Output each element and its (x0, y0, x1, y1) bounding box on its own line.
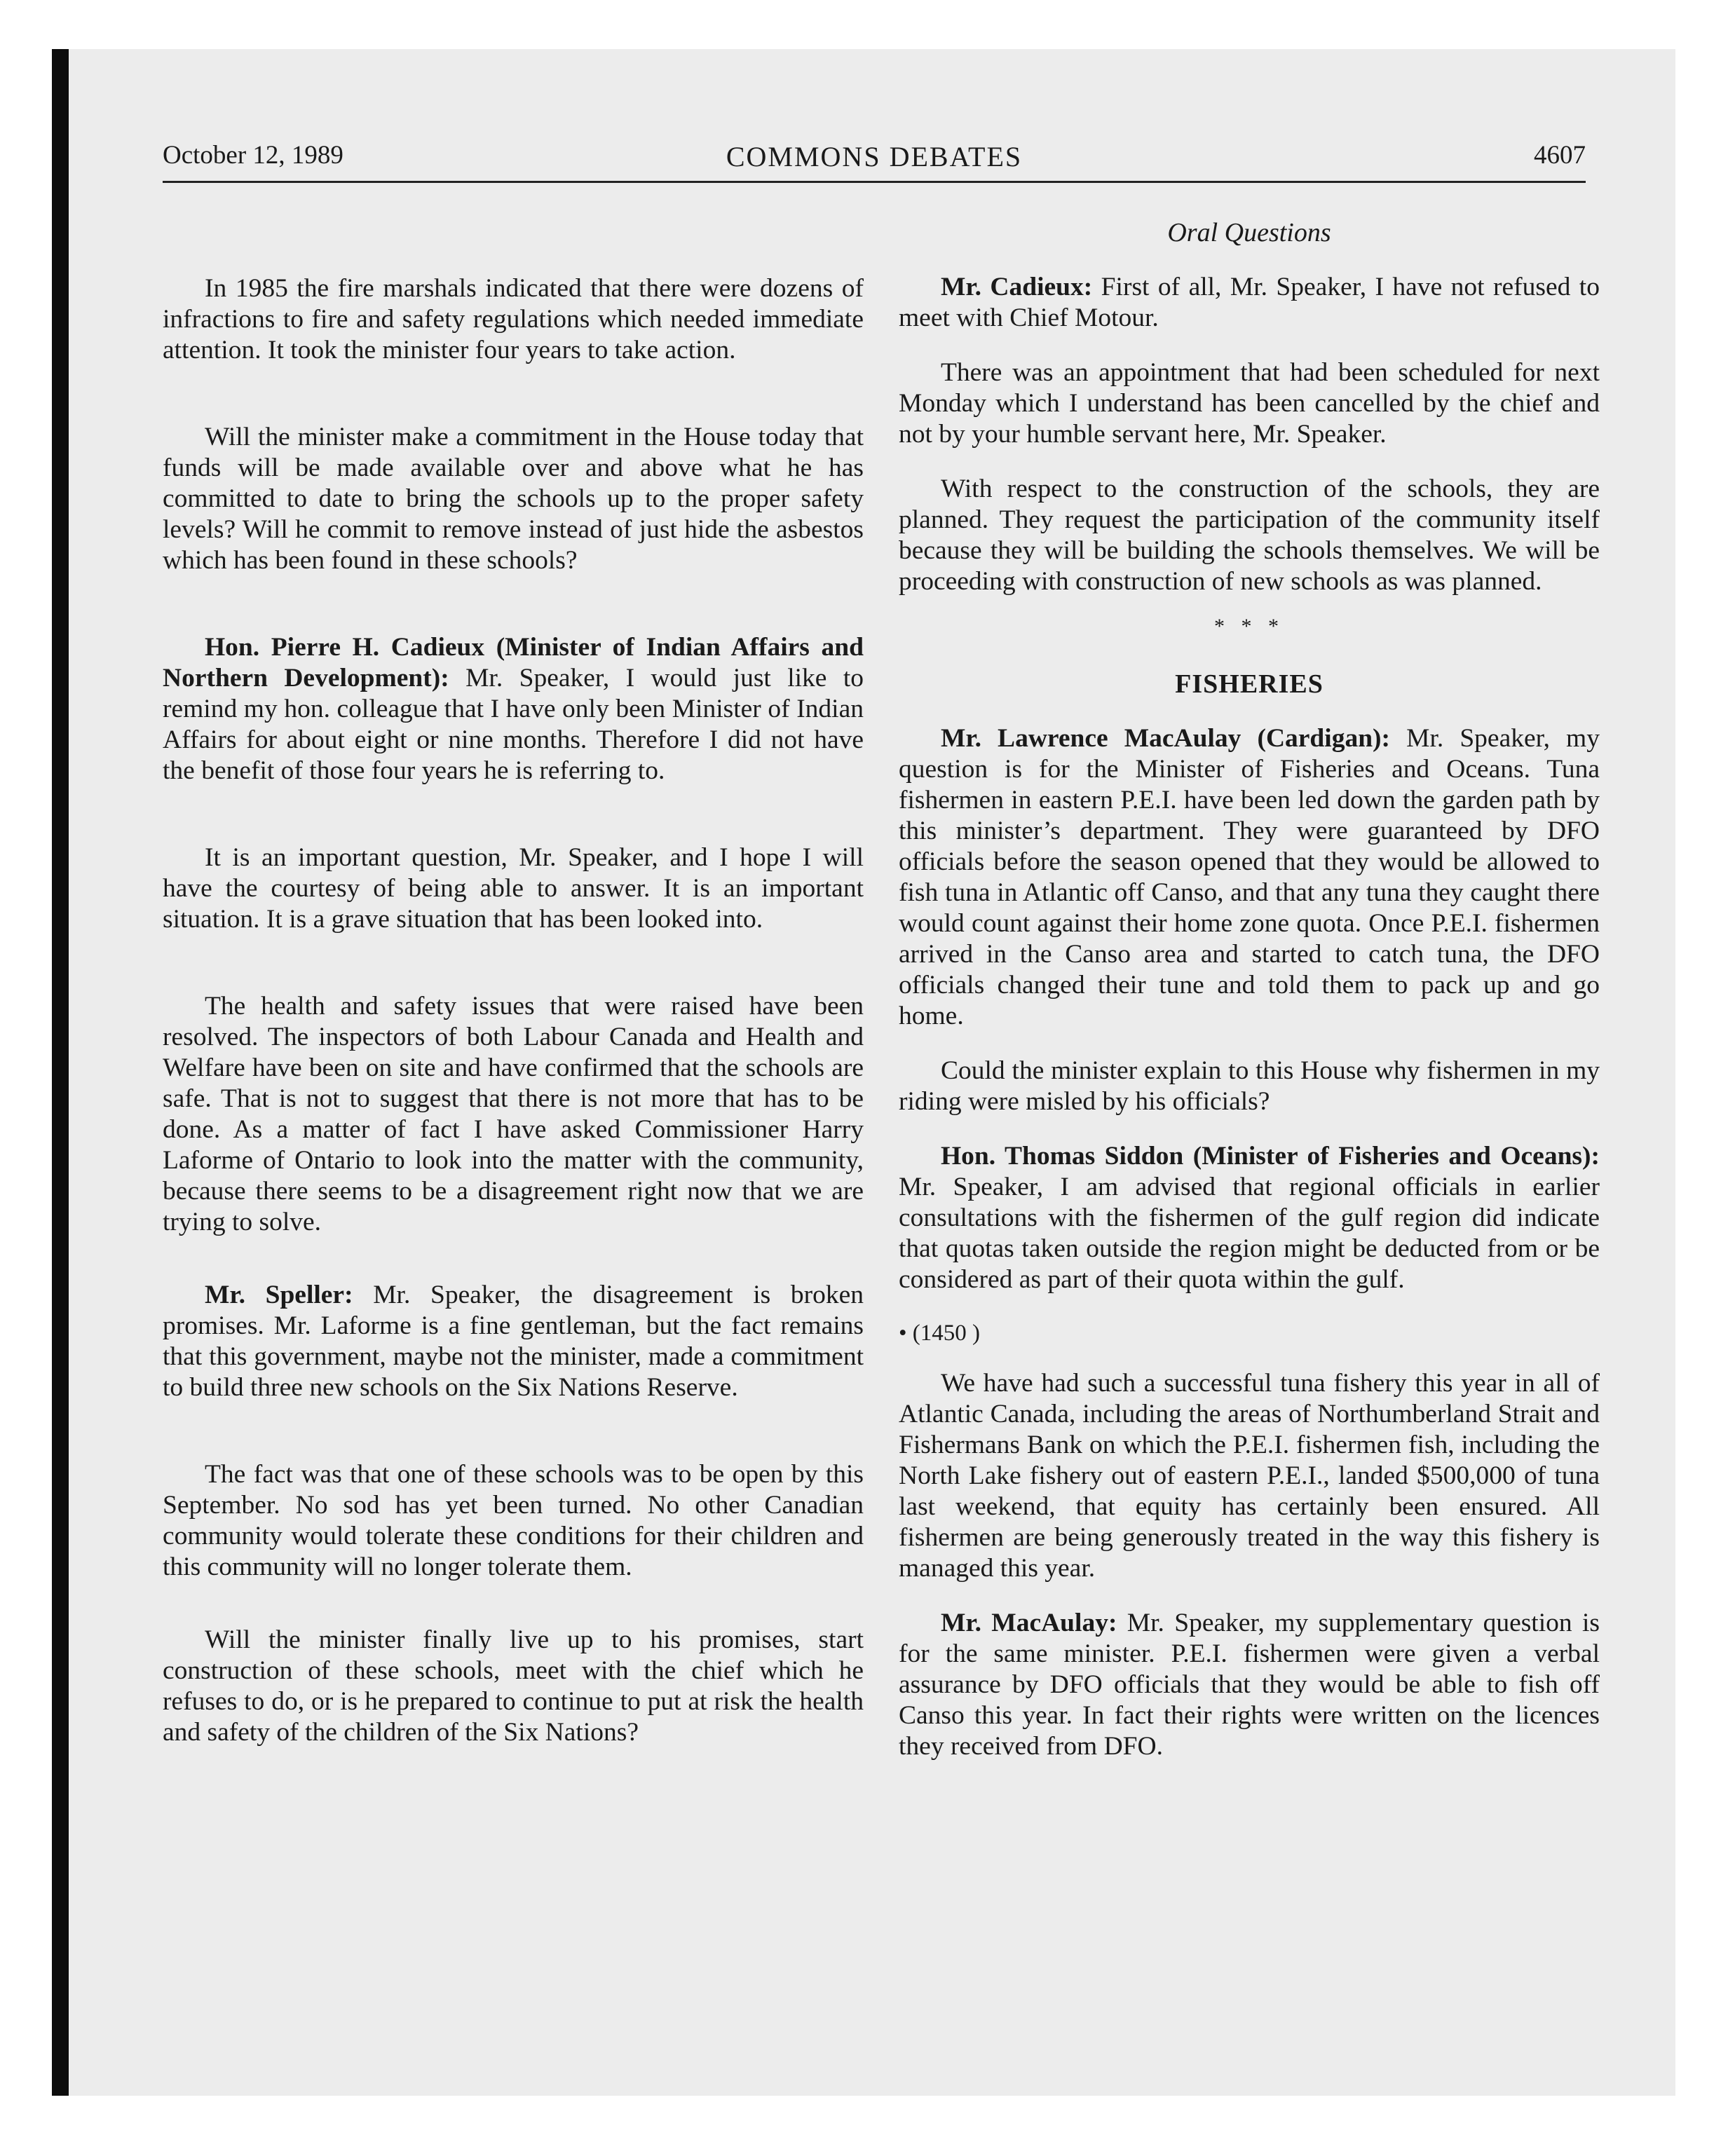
speech-text: Mr. Speaker, my question is for the Minister of Fisheries and Oceans. Tuna fishermen in eastern P.E.I. have been led down the garden path by this minister’s department. They were guaranteed by DFO officials before the season opened that they would be allowed to fish tuna in Atlantic off Canso, and that any tuna they caught there would count against their home zone quota. Once P.E.I. fishermen arrived in the Canso area and started to catch tuna, the DFO officials changed their tune and told them to pack up and go home. (899, 724, 1600, 1030)
speech-paragraph (899, 723, 1600, 1032)
speech-paragraph (899, 1141, 1600, 1295)
header-title: COMMONS DEBATES (726, 141, 1023, 172)
paragraph: The fact was that one of these schools was to be open by this September. No sod has yet been turned. No other Canadian community would tolerate these conditions for their children and this community will no longer tolerate them. (163, 1460, 864, 1581)
speech-text: Mr. Speaker, I would just like to remind my hon. colleague that I have only been Minister of Indian Affairs for about eight or nine months. Therefore I did not have the benefit of those four years he is referring to. (163, 664, 864, 785)
paragraph: Will the minister finally live up to his promises, start construction of these schools, meet with the chief which he refuses to do, or is he prepared to continue to put at risk the health and safety of the children of the Six Nations? (163, 1625, 864, 1747)
section-heading: FISHERIES (1175, 669, 1324, 699)
header-rule (163, 181, 1586, 183)
speech-paragraph (899, 1608, 1600, 1762)
time-marker: • (1450 ) (899, 1321, 981, 1346)
paragraph: Could the minister explain to this House why fishermen in my riding were misled by his officials? (899, 1056, 1600, 1116)
header-date: October 12, 1989 (163, 141, 343, 170)
paragraph: With respect to the construction of the schools, they are planned. They request the participation of the community itself because they will be building the schools themselves. We will be proceeding with construction of new schools as was planned. (899, 475, 1600, 596)
paragraph: It is an important question, Mr. Speaker, and I hope I will have the courtesy of being able to answer. It is an important situation. It is a grave situation that has been looked into. (163, 843, 864, 934)
right-column (899, 217, 1600, 1786)
page-number: 4607 (1534, 141, 1586, 170)
paragraph: In 1985 the fire marshals indicated that there were dozens of infractions to fire and safety regulations which needed immediate attention. It took the minister four years to take action. (163, 274, 864, 364)
page-header (163, 140, 1586, 177)
speaker-name: Mr. Speller: (205, 1281, 353, 1309)
left-column (163, 273, 864, 1804)
section-title: Oral Questions (1167, 218, 1331, 247)
speech-text: Mr. Speaker, I am advised that regional officials in earlier consultations with the fishermen of the gulf region did indicate that quotas taken outside the region might be deducted from or be considered as part of their quota within the gulf. (899, 1173, 1600, 1294)
speaker-name: Hon. Pierre H. Cadieux (Minister of Indian Affairs and Northern Development): (163, 633, 864, 692)
scan-edge-bar (52, 49, 69, 2096)
speech-paragraph (163, 1280, 864, 1403)
speech-paragraph (899, 272, 1600, 334)
paragraph: There was an appointment that had been scheduled for next Monday which I understand has been cancelled by the chief and not by your humble servant here, Mr. Speaker. (899, 358, 1600, 449)
speaker-name: Mr. Cadieux: (941, 273, 1093, 301)
paragraph: The health and safety issues that were raised have been resolved. The inspectors of both Labour Canada and Health and Welfare have been on site and have confirmed that the schools are safe. That is not to suggest that there is not more that has to be done. As a matter of fact I have asked Commissioner Harry Laforme of Ontario to look into the matter with the community, because there seems to be a disagreement right now that we are trying to solve. (163, 992, 864, 1236)
paragraph: We have had such a successful tuna fishery this year in all of Atlantic Canada, including the areas of Northumberland Strait and Fishermans Bank on which the P.E.I. fishermen fish, including the North Lake fishery out of eastern P.E.I., landed $500,000 of tuna last weekend, that equity has certainly been ensured. All fishermen are being generously treated in the way this fishery is managed this year. (899, 1369, 1600, 1583)
speech-text: Mr. Speaker, my supplementary question is for the same minister. P.E.I. fishermen were given a verbal assurance by DFO officials that they would be able to fish off Canso this year. In fact their rights were written on the licences they received from DFO. (899, 1609, 1600, 1761)
speech-paragraph (163, 632, 864, 786)
paragraph: Will the minister make a commitment in the House today that funds will be made available over and above what he has committed to date to bring the schools up to the proper safety levels? Will he commit to remove instead of just hide the asbestos which has been found in these schools? (163, 423, 864, 575)
speech-text: Mr. Speaker, the disagreement is broken promises. Mr. Laforme is a fine gentleman, but the fact remains that this government, maybe not the minister, made a commitment to build three new schools on the Six Nations Reserve. (163, 1281, 864, 1402)
speaker-name: Hon. Thomas Siddon (Minister of Fisheries and Oceans): (941, 1142, 1600, 1171)
speech-text: First of all, Mr. Speaker, I have not refused to meet with Chief Motour. (899, 273, 1600, 332)
separator-stars: * * * (1214, 615, 1284, 638)
speaker-name: Mr. MacAulay: (941, 1609, 1117, 1637)
speaker-name: Mr. Lawrence MacAulay (Cardigan): (941, 724, 1391, 753)
